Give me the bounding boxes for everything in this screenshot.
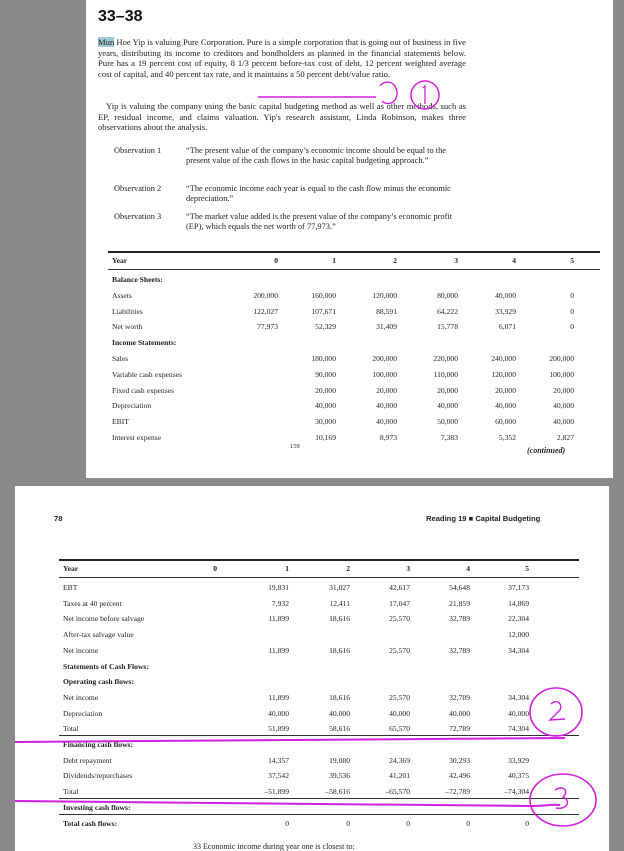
table-cell: 14,869 bbox=[508, 598, 529, 608]
table-cell: 12,000 bbox=[508, 630, 529, 640]
year-column-header: 5 bbox=[570, 256, 574, 265]
row-label: Total cash flows: bbox=[63, 818, 118, 828]
table-cell: 40,000 bbox=[437, 401, 458, 411]
page-number: 159 bbox=[290, 443, 300, 450]
table-cell: 160,000 bbox=[311, 290, 336, 300]
table-cell: 40,000 bbox=[553, 417, 574, 427]
table-cell: 24,369 bbox=[389, 755, 410, 765]
investing-line-ink bbox=[15, 801, 560, 806]
second-paragraph: Yip is valuing the company using the basic capital budgeting method as well as other methods, such as EP, residual income, and claims valuation. Yip's research assistant, Linda Robinson, makes three observations about the analysis. bbox=[98, 101, 466, 133]
row-label: Statements of Cash Flows: bbox=[63, 661, 149, 671]
table-cell: 0 bbox=[570, 306, 574, 316]
table-cell: 72,789 bbox=[449, 724, 470, 734]
table-cell: 20,000 bbox=[315, 385, 336, 395]
table-cell: 0 bbox=[346, 818, 350, 828]
table-cell: 40,000 bbox=[315, 401, 336, 411]
row-label: Depreciation bbox=[112, 401, 152, 411]
row-label: Sales bbox=[112, 354, 129, 363]
row-label: Balance Sheets: bbox=[112, 275, 163, 284]
table-cell: 18,616 bbox=[329, 614, 350, 624]
table-cell: 54,648 bbox=[449, 583, 470, 592]
table-cell: 90,000 bbox=[315, 369, 336, 379]
year-header: Year bbox=[112, 256, 128, 265]
year-column-header: 0 bbox=[213, 564, 217, 573]
row-label: Dividends/repurchases bbox=[63, 771, 133, 781]
table-cell: 20,000 bbox=[495, 385, 516, 395]
table-cell: 19,080 bbox=[329, 755, 350, 765]
table-cell: –72,789 bbox=[445, 787, 470, 797]
row-label: Net income bbox=[63, 692, 99, 702]
table-cell: 40,000 bbox=[449, 708, 470, 718]
row-label: Operating cash flows: bbox=[63, 677, 134, 687]
row-label: Net income before salvage bbox=[63, 614, 145, 624]
table-cell: 11,899 bbox=[268, 692, 289, 702]
year-column-header: 4 bbox=[512, 256, 516, 265]
table-cell: 30,000 bbox=[315, 417, 336, 427]
row-label: Income Statements: bbox=[112, 338, 177, 348]
continued-label: (continued) bbox=[527, 446, 566, 455]
table-cell: 25,570 bbox=[389, 614, 410, 624]
table-cell: 37,173 bbox=[508, 583, 529, 592]
observation-label: Observation 2 bbox=[114, 184, 162, 193]
table-cell: 40,000 bbox=[553, 401, 574, 411]
circle-two-ink bbox=[530, 688, 582, 736]
curve-ink bbox=[380, 82, 397, 104]
table-cell: 15,778 bbox=[437, 322, 458, 332]
table-cell: 30,293 bbox=[449, 755, 470, 765]
table-cell: 41,201 bbox=[389, 771, 410, 781]
row-label: Variable cash expenses bbox=[112, 369, 183, 379]
table-cell: 110,000 bbox=[433, 369, 458, 379]
table-cell: 37,542 bbox=[268, 771, 289, 781]
table-cell: 80,000 bbox=[437, 290, 458, 300]
year-column-header: 1 bbox=[332, 256, 336, 265]
table-cell: 0 bbox=[570, 322, 574, 332]
table-cell: 65,570 bbox=[389, 724, 410, 734]
total-line-ink bbox=[15, 738, 565, 742]
year-column-header: 4 bbox=[466, 564, 470, 573]
observation-label: Observation 1 bbox=[114, 146, 162, 155]
table-cell: 50,000 bbox=[437, 417, 458, 427]
row-label: Financing cash flows: bbox=[63, 740, 134, 749]
table-cell: 77,973 bbox=[257, 322, 278, 332]
row-label: EBIT bbox=[112, 417, 129, 427]
row-label: Taxes at 40 percent bbox=[63, 598, 122, 608]
table-cell: 200,000 bbox=[372, 354, 397, 363]
table-cell: 25,570 bbox=[389, 692, 410, 702]
table-cell: 0 bbox=[525, 818, 529, 828]
table-cell: 40,000 bbox=[495, 401, 516, 411]
table-cell: 40,000 bbox=[389, 708, 410, 718]
observation-text: “The present value of the company’s economic income should be equal to the present value of the cash flows in the basic capital budgeting approach.” bbox=[186, 146, 447, 166]
table-cell: 20,000 bbox=[376, 385, 397, 395]
table-cell: 19,831 bbox=[268, 583, 289, 592]
table-cell: 120,000 bbox=[372, 290, 397, 300]
table-cell: 31,027 bbox=[329, 583, 350, 592]
table-cell: 220,000 bbox=[433, 354, 458, 363]
year-column-header: 0 bbox=[274, 256, 278, 265]
table-cell: 52,329 bbox=[315, 322, 336, 332]
table-cell: 17,047 bbox=[389, 598, 410, 608]
table-cell: 11,899 bbox=[268, 614, 289, 624]
table-cell: 0 bbox=[285, 818, 289, 828]
table-cell: 7,383 bbox=[440, 433, 458, 442]
table-cell: 32,789 bbox=[449, 614, 470, 624]
highlighted-text: Mun bbox=[98, 37, 115, 47]
year-column-header: 2 bbox=[393, 256, 397, 265]
table-cell: 240,000 bbox=[491, 354, 516, 363]
table-cell: 40,375 bbox=[508, 771, 529, 781]
table-cell: 42,496 bbox=[449, 771, 470, 781]
running-header: Reading 19 ■ Capital Budgeting bbox=[426, 514, 541, 523]
table-cell: 34,304 bbox=[508, 645, 529, 655]
table-cell: 40,000 bbox=[508, 708, 529, 718]
table-cell: 42,617 bbox=[389, 583, 410, 592]
table-cell: 7,932 bbox=[271, 598, 289, 608]
table-cell: 100,000 bbox=[549, 369, 574, 379]
row-label: Total bbox=[63, 787, 79, 797]
table-cell: 200,000 bbox=[549, 354, 574, 363]
table-cell: 14,357 bbox=[268, 755, 289, 765]
year-column-header: 1 bbox=[285, 564, 289, 573]
table-cell: 40,000 bbox=[329, 708, 350, 718]
numeral-two-ink bbox=[550, 702, 565, 720]
year-column-header: 2 bbox=[346, 564, 350, 573]
section-heading: 33–38 bbox=[98, 8, 143, 25]
table-cell: 11,899 bbox=[268, 645, 289, 655]
table-cell: 60,000 bbox=[495, 417, 516, 427]
table-cell: 88,591 bbox=[376, 306, 397, 316]
row-label: Total bbox=[63, 724, 79, 734]
table-cell: 51,899 bbox=[268, 724, 289, 734]
table-cell: –58,616 bbox=[325, 787, 350, 797]
table-cell: 122,027 bbox=[253, 306, 278, 316]
observation-text: “The economic income each year is equal to the cash flow minus the economic depreciation.” bbox=[186, 184, 451, 204]
table-cell: 2,827 bbox=[556, 433, 574, 442]
table-cell: 32,789 bbox=[449, 645, 470, 655]
year-header: Year bbox=[63, 564, 79, 573]
table-cell: 32,789 bbox=[449, 692, 470, 702]
table-cell: 33,929 bbox=[508, 755, 529, 765]
table-cell: 120,000 bbox=[491, 369, 516, 379]
table-cell: 33,929 bbox=[495, 306, 516, 316]
table-cell: 12,411 bbox=[329, 598, 350, 608]
row-label: Liabilities bbox=[112, 306, 143, 316]
table-cell: 34,304 bbox=[508, 692, 529, 702]
table-cell: 21,859 bbox=[449, 598, 470, 608]
observation-label: Observation 3 bbox=[114, 212, 162, 221]
circle-three-ink bbox=[530, 774, 596, 826]
table-cell: 0 bbox=[466, 818, 470, 828]
table-cell: 40,000 bbox=[268, 708, 289, 718]
table-cell: 20,000 bbox=[553, 385, 574, 395]
row-label: Investing cash flows: bbox=[63, 802, 131, 812]
table-cell: 6,071 bbox=[498, 322, 516, 332]
table-cell: 40,000 bbox=[376, 417, 397, 427]
table-cell: 8,973 bbox=[379, 433, 397, 442]
table-cell: 107,671 bbox=[311, 306, 336, 316]
table-cell: 20,000 bbox=[437, 385, 458, 395]
table-cell: 0 bbox=[570, 290, 574, 300]
table-cell: 18,616 bbox=[329, 692, 350, 702]
table-cell: 25,570 bbox=[389, 645, 410, 655]
table-cell: 200,000 bbox=[253, 290, 278, 300]
year-column-header: 3 bbox=[406, 564, 410, 573]
year-column-header: 5 bbox=[525, 564, 529, 573]
page-number: 78 bbox=[54, 514, 63, 523]
table-cell: 18,616 bbox=[329, 645, 350, 655]
row-label: EBT bbox=[63, 583, 78, 592]
table-cell: 58,616 bbox=[329, 724, 350, 734]
row-label: After-tax salvage value bbox=[63, 630, 134, 640]
intro-text: Hoe Yip is valuing Pure Corporation. Pure is a simple corporation that is going out of business in five years, distributing its income to creditors and bondholders as planned in the financial statements below. Pure has a 19 percent cost of equity, 8 1/3 percent before-tax cost of debt, 12 percent weighted average cost of capital, and 40 percent tax rate, and it maintains a 50 percent debt/value ratio. bbox=[98, 37, 466, 79]
row-label: Debt repayment bbox=[63, 755, 112, 765]
table-cell: 180,000 bbox=[311, 354, 336, 363]
table-cell: 10,169 bbox=[315, 433, 336, 442]
row-label: Net income bbox=[63, 645, 99, 655]
numeral-one-ink bbox=[423, 86, 425, 104]
row-label: Interest expense bbox=[112, 433, 162, 442]
table-cell: –51,899 bbox=[264, 787, 289, 797]
row-label: Assets bbox=[112, 290, 132, 300]
year-column-header: 3 bbox=[454, 256, 458, 265]
question-text: 33 Economic income during year one is closest to: bbox=[193, 842, 355, 851]
row-label: Fixed cash expenses bbox=[112, 385, 174, 395]
row-label: Depreciation bbox=[63, 708, 103, 718]
table-cell: 74,304 bbox=[508, 724, 529, 734]
table-cell: 31,409 bbox=[376, 322, 397, 332]
table-cell: 64,222 bbox=[437, 306, 458, 316]
table-cell: –74,304 bbox=[504, 787, 529, 797]
table-cell: 39,536 bbox=[329, 771, 350, 781]
table-cell: –65,570 bbox=[385, 787, 410, 797]
table-cell: 5,352 bbox=[498, 433, 516, 442]
table-cell: 22,304 bbox=[508, 614, 529, 624]
table-cell: 100,000 bbox=[372, 369, 397, 379]
observation-text: “The market value added is the present value of the company’s economic profit (EP), which equals the net worth of 77,973.” bbox=[186, 212, 453, 232]
table-cell: 0 bbox=[406, 818, 410, 828]
table-cell: 40,000 bbox=[495, 290, 516, 300]
row-label: Net worth bbox=[112, 322, 143, 332]
table-cell: 40,000 bbox=[376, 401, 397, 411]
